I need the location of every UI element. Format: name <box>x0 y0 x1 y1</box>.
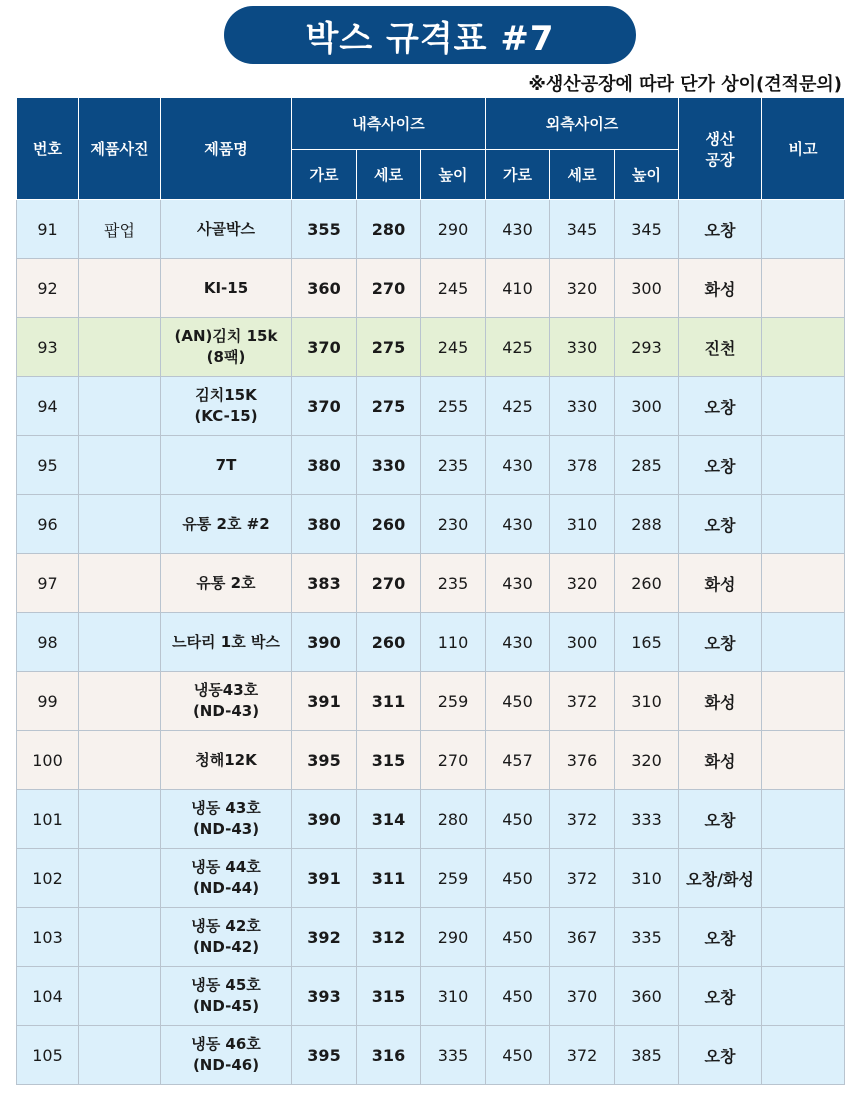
cell-outer-length: 310 <box>550 495 615 554</box>
cell-inner-length: 312 <box>357 908 421 967</box>
cell-name <box>161 1026 292 1085</box>
cell-factory: 화성 <box>679 731 762 790</box>
cell-factory: 화성 <box>679 259 762 318</box>
cell-outer-width: 450 <box>486 672 550 731</box>
header-factory-line1: 생산 <box>705 129 735 148</box>
cell-name <box>161 318 292 377</box>
cell-inner-length: 275 <box>357 377 421 436</box>
cell-inner-length: 275 <box>357 318 421 377</box>
product-name-line1: 냉동 45호 <box>191 976 261 994</box>
cell-inner-height: 245 <box>421 259 486 318</box>
cell-inner-height: 245 <box>421 318 486 377</box>
cell-outer-height: 320 <box>615 731 679 790</box>
cell-outer-height: 260 <box>615 554 679 613</box>
cell-outer-height: 310 <box>615 672 679 731</box>
cell-remark <box>762 554 845 613</box>
cell-outer-length: 376 <box>550 731 615 790</box>
cell-outer-length: 330 <box>550 377 615 436</box>
product-name-line1: 7T <box>215 455 237 474</box>
cell-remark <box>762 377 845 436</box>
cell-outer-width: 450 <box>486 1026 550 1085</box>
cell-remark <box>762 436 845 495</box>
cell-no: 104 <box>17 967 79 1026</box>
cell-remark <box>762 849 845 908</box>
table-body <box>17 200 845 1085</box>
cell-factory: 오창 <box>679 200 762 259</box>
cell-remark <box>762 613 845 672</box>
cell-outer-height: 335 <box>615 908 679 967</box>
cell-no: 95 <box>17 436 79 495</box>
table-row <box>17 672 845 731</box>
cell-outer-height: 345 <box>615 200 679 259</box>
cell-no: 96 <box>17 495 79 554</box>
table-row <box>17 554 845 613</box>
cell-name <box>161 495 292 554</box>
cell-photo <box>79 1026 161 1085</box>
cell-outer-length: 372 <box>550 1026 615 1085</box>
cell-inner-width: 390 <box>292 790 357 849</box>
cell-photo <box>79 731 161 790</box>
cell-outer-length: 372 <box>550 672 615 731</box>
product-name-line2: (ND-43) <box>192 820 260 838</box>
cell-remark <box>762 731 845 790</box>
cell-inner-height: 255 <box>421 377 486 436</box>
cell-inner-height: 235 <box>421 554 486 613</box>
header-inner-height: 높이 <box>421 150 486 200</box>
cell-inner-height: 290 <box>421 200 486 259</box>
cell-outer-height: 310 <box>615 849 679 908</box>
cell-name <box>161 790 292 849</box>
cell-outer-width: 425 <box>486 318 550 377</box>
cell-inner-height: 259 <box>421 672 486 731</box>
cell-inner-length: 311 <box>357 849 421 908</box>
cell-photo <box>79 613 161 672</box>
cell-factory: 오창 <box>679 436 762 495</box>
cell-outer-width: 425 <box>486 377 550 436</box>
cell-inner-height: 259 <box>421 849 486 908</box>
cell-name <box>161 908 292 967</box>
cell-outer-height: 300 <box>615 259 679 318</box>
cell-inner-width: 392 <box>292 908 357 967</box>
header-inner-width: 가로 <box>292 150 357 200</box>
table-row <box>17 908 845 967</box>
cell-photo <box>79 495 161 554</box>
table-row <box>17 200 845 259</box>
header-name: 제품명 <box>161 98 292 200</box>
cell-outer-length: 367 <box>550 908 615 967</box>
cell-inner-height: 270 <box>421 731 486 790</box>
cell-remark <box>762 672 845 731</box>
cell-outer-width: 430 <box>486 495 550 554</box>
product-name-line2: (ND-45) <box>192 997 260 1015</box>
cell-inner-height: 280 <box>421 790 486 849</box>
product-name-line1: 냉동 42호 <box>191 917 261 935</box>
cell-no: 94 <box>17 377 79 436</box>
cell-remark <box>762 200 845 259</box>
cell-inner-width: 370 <box>292 377 357 436</box>
cell-outer-length: 372 <box>550 790 615 849</box>
cell-outer-length: 345 <box>550 200 615 259</box>
cell-no: 99 <box>17 672 79 731</box>
header-inner-size: 내측사이즈 <box>292 98 486 150</box>
cell-name <box>161 849 292 908</box>
cell-inner-height: 230 <box>421 495 486 554</box>
cell-photo <box>79 436 161 495</box>
cell-outer-height: 300 <box>615 377 679 436</box>
cell-inner-length: 280 <box>357 200 421 259</box>
product-name-line2: (ND-44) <box>192 879 260 897</box>
cell-factory: 오창 <box>679 613 762 672</box>
product-name-line1: 청해12K <box>195 750 257 769</box>
product-name-line1: 유통 2호 <box>196 573 256 592</box>
header-outer-width: 가로 <box>486 150 550 200</box>
product-name-line1: 느타리 1호 박스 <box>172 632 280 651</box>
product-name-line1: 냉동43호 <box>193 681 259 699</box>
cell-photo <box>79 377 161 436</box>
product-name-line1: 냉동 46호 <box>191 1035 261 1053</box>
cell-name <box>161 554 292 613</box>
cell-inner-length: 330 <box>357 436 421 495</box>
cell-photo <box>79 967 161 1026</box>
cell-name <box>161 377 292 436</box>
cell-remark <box>762 790 845 849</box>
box-spec-table <box>16 97 845 1085</box>
cell-inner-width: 370 <box>292 318 357 377</box>
cell-inner-width: 395 <box>292 731 357 790</box>
cell-outer-width: 450 <box>486 849 550 908</box>
cell-outer-length: 320 <box>550 554 615 613</box>
cell-name <box>161 672 292 731</box>
cell-inner-length: 270 <box>357 554 421 613</box>
cell-inner-width: 393 <box>292 967 357 1026</box>
cell-outer-length: 320 <box>550 259 615 318</box>
page-title: 박스 규격표 #7 <box>224 6 636 64</box>
cell-photo <box>79 318 161 377</box>
cell-remark <box>762 495 845 554</box>
header-inner-length: 세로 <box>357 150 421 200</box>
cell-factory: 오창 <box>679 377 762 436</box>
product-name-line2: (ND-42) <box>192 938 260 956</box>
cell-photo: 팝업 <box>79 200 161 259</box>
cell-inner-length: 311 <box>357 672 421 731</box>
product-name-line1: 냉동 43호 <box>191 799 261 817</box>
cell-name <box>161 200 292 259</box>
cell-factory: 오창 <box>679 1026 762 1085</box>
product-name-line2: (KC-15) <box>194 407 258 425</box>
cell-outer-height: 165 <box>615 613 679 672</box>
cell-inner-width: 355 <box>292 200 357 259</box>
cell-remark <box>762 318 845 377</box>
product-name-line1: 김치15K <box>195 386 257 404</box>
cell-no: 97 <box>17 554 79 613</box>
cell-inner-height: 110 <box>421 613 486 672</box>
product-name-line2: (ND-46) <box>192 1056 260 1074</box>
cell-no: 91 <box>17 200 79 259</box>
cell-inner-width: 395 <box>292 1026 357 1085</box>
cell-remark <box>762 1026 845 1085</box>
product-name-line1: KI-15 <box>203 278 249 297</box>
cell-inner-width: 360 <box>292 259 357 318</box>
cell-inner-width: 391 <box>292 849 357 908</box>
cell-remark <box>762 908 845 967</box>
cell-name <box>161 731 292 790</box>
header-factory <box>679 98 762 200</box>
cell-outer-width: 430 <box>486 554 550 613</box>
cell-name <box>161 967 292 1026</box>
cell-outer-height: 293 <box>615 318 679 377</box>
cell-factory: 오창 <box>679 908 762 967</box>
table-row <box>17 790 845 849</box>
cell-factory: 진천 <box>679 318 762 377</box>
cell-inner-height: 310 <box>421 967 486 1026</box>
cell-inner-length: 316 <box>357 1026 421 1085</box>
cell-photo <box>79 554 161 613</box>
table-row <box>17 731 845 790</box>
cell-inner-length: 260 <box>357 613 421 672</box>
table-row <box>17 849 845 908</box>
product-name-line1: 사골박스 <box>197 219 255 238</box>
cell-outer-width: 430 <box>486 200 550 259</box>
product-name-line1: (AN)김치 15k <box>174 327 278 345</box>
table-row <box>17 436 845 495</box>
cell-outer-length: 370 <box>550 967 615 1026</box>
header-factory-line2: 공장 <box>705 150 735 169</box>
header-outer-length: 세로 <box>550 150 615 200</box>
cell-inner-width: 390 <box>292 613 357 672</box>
cell-outer-length: 300 <box>550 613 615 672</box>
table-row <box>17 1026 845 1085</box>
cell-outer-width: 457 <box>486 731 550 790</box>
cell-factory: 오창/화성 <box>679 849 762 908</box>
table-header <box>17 98 845 200</box>
header-outer-size: 외측사이즈 <box>486 98 679 150</box>
cell-no: 103 <box>17 908 79 967</box>
table-row <box>17 377 845 436</box>
product-name-line2: (8팩) <box>206 348 246 366</box>
header-remark: 비고 <box>762 98 845 200</box>
cell-photo <box>79 672 161 731</box>
cell-factory: 화성 <box>679 554 762 613</box>
cell-inner-width: 391 <box>292 672 357 731</box>
cell-factory: 오창 <box>679 495 762 554</box>
table-row <box>17 495 845 554</box>
cell-remark <box>762 967 845 1026</box>
cell-name <box>161 436 292 495</box>
cell-photo <box>79 908 161 967</box>
table-row <box>17 967 845 1026</box>
cell-inner-width: 380 <box>292 436 357 495</box>
cell-inner-width: 380 <box>292 495 357 554</box>
cell-inner-length: 270 <box>357 259 421 318</box>
cell-no: 100 <box>17 731 79 790</box>
cell-outer-height: 333 <box>615 790 679 849</box>
cell-outer-length: 372 <box>550 849 615 908</box>
cell-inner-length: 315 <box>357 731 421 790</box>
cell-inner-width: 383 <box>292 554 357 613</box>
cell-inner-length: 315 <box>357 967 421 1026</box>
cell-no: 105 <box>17 1026 79 1085</box>
cell-name <box>161 613 292 672</box>
product-name-line1: 유통 2호 #2 <box>182 514 270 533</box>
cell-outer-width: 410 <box>486 259 550 318</box>
price-note: ※생산공장에 따라 단가 상이(견적문의) <box>528 74 842 95</box>
cell-name <box>161 259 292 318</box>
cell-no: 102 <box>17 849 79 908</box>
cell-outer-width: 450 <box>486 908 550 967</box>
cell-photo <box>79 849 161 908</box>
cell-no: 101 <box>17 790 79 849</box>
cell-factory: 오창 <box>679 790 762 849</box>
cell-outer-height: 385 <box>615 1026 679 1085</box>
cell-photo <box>79 259 161 318</box>
cell-factory: 화성 <box>679 672 762 731</box>
cell-no: 93 <box>17 318 79 377</box>
cell-outer-width: 450 <box>486 967 550 1026</box>
cell-inner-height: 290 <box>421 908 486 967</box>
table-row <box>17 259 845 318</box>
cell-outer-width: 430 <box>486 436 550 495</box>
cell-photo <box>79 790 161 849</box>
cell-outer-width: 450 <box>486 790 550 849</box>
product-name-line1: 냉동 44호 <box>191 858 261 876</box>
header-photo: 제품사진 <box>79 98 161 200</box>
cell-outer-width: 430 <box>486 613 550 672</box>
header-outer-height: 높이 <box>615 150 679 200</box>
cell-factory: 오창 <box>679 967 762 1026</box>
cell-inner-length: 314 <box>357 790 421 849</box>
cell-inner-height: 335 <box>421 1026 486 1085</box>
cell-outer-height: 360 <box>615 967 679 1026</box>
cell-remark <box>762 259 845 318</box>
cell-no: 98 <box>17 613 79 672</box>
cell-inner-height: 235 <box>421 436 486 495</box>
table-row <box>17 318 845 377</box>
table-row <box>17 613 845 672</box>
cell-outer-height: 288 <box>615 495 679 554</box>
cell-outer-length: 330 <box>550 318 615 377</box>
cell-no: 92 <box>17 259 79 318</box>
product-name-line2: (ND-43) <box>192 702 260 720</box>
header-no: 번호 <box>17 98 79 200</box>
cell-outer-height: 285 <box>615 436 679 495</box>
cell-outer-length: 378 <box>550 436 615 495</box>
cell-inner-length: 260 <box>357 495 421 554</box>
